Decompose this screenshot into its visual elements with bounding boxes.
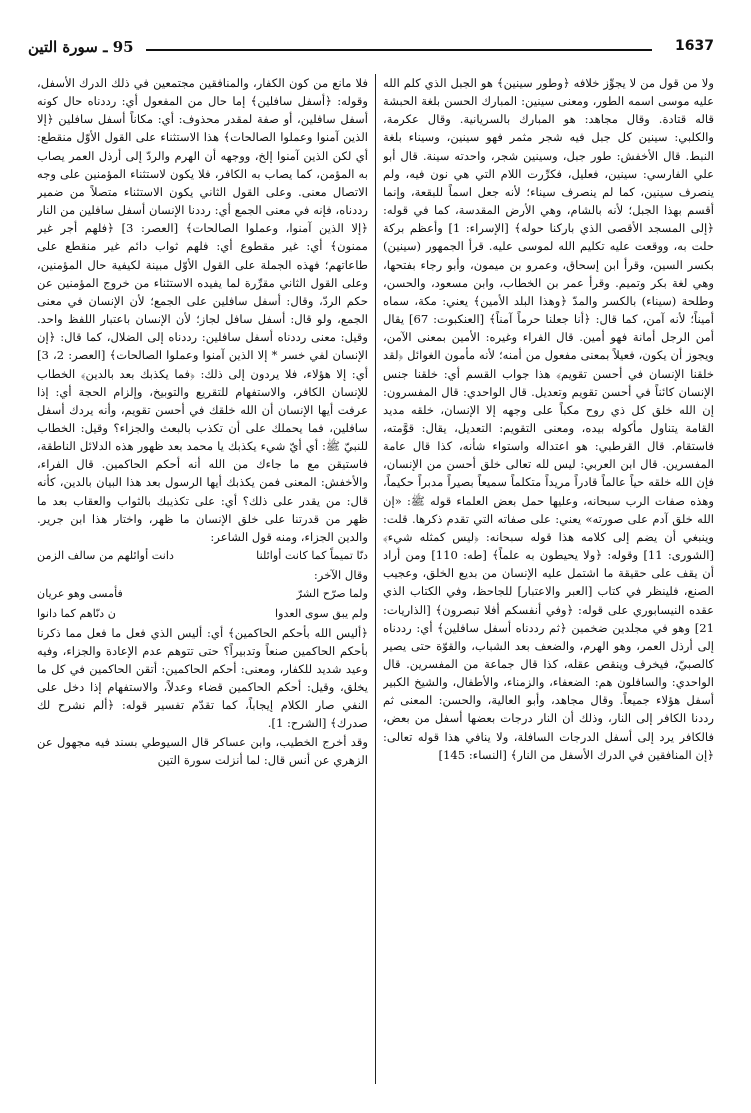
poem-line [37,605,368,623]
left-column-paragraph-final: وقد أخرج الخطيب، وابن عساكر قال السيوطي بسند فيه مجهول عن الزهري عن أنس قال: لما أنزلت سورة التين [37,734,368,767]
left-column-paragraph-bottom: ﴿أليس الله بأحكم الحاكمين﴾ أي: أليس الذي فعل ما فعل مما ذكرنا بأحكم الحاكمين صنعاً وتدبيراً؟ حتى تتوهم عدم الإعادة والجزاء، وفيه وعيد شديد للكفار، ومعنى: أحكم الحاكمين: أتقن الحاكمين في كل ما يخلق، وقيل: أحكم الحاكمين قضاء وعدلاً، والاستفهام إذا دخل على النفي صار الكلام إيجاباً، كما تقدّم تفسير قوله: ﴿ألم نشرح لك صدرك﴾ [الشرح: 1]. [37,625,368,731]
page-header [28,38,714,62]
right-column [383,74,714,1084]
poem-hemistich-left: فأمسى وهو عريان [37,587,123,601]
poem-line [37,585,368,603]
page-number: 1637 [675,38,714,54]
header-rule [146,49,652,51]
poem-hemistich-right: ولما صرّح الشرّ [296,587,368,601]
poem-hemistich-right: دنّا تميماً كما كانت أوائلنا [256,549,368,563]
column-divider [375,74,376,1084]
poem-hemistich-left: ن دنّاهم كما دانوا [37,606,117,620]
right-column-paragraph: ولا من قول من لا يجوِّز خلافه ﴿وطور سينين﴾ هو الجبل الذي كلم الله عليه موسى اسمه الطور، ومعنى سينين: المبارك الحسن بلغة الحبشة قاله قتادة. وقال مجاهد: هو المبارك بالسريانية. وقال عكرمة، والكلبي: سينين كل جبل فيه شجر مثمر فهو سينين، وسيناء بلغة النبط. قال الأخفش: طور جبل، وسينين شجر، واحدته سينة. قال أبو علي الفارسي: سينين، فعليل، فكرِّرت اللام التي هي نون فيه، ولم ينصرف سينين، كما لم ينصرف سيناء؛ لأنه جعل اسماً للبقعة، وإنما أقسم بهذا الجبل؛ لأنه بالشام، وهي الأرض المقدسة، كما في قوله: ﴿إلى المسجد الأقصى الذي باركنا حوله﴾ [الإسراء: 1] وأعظم بركة حلت به، ووقعت عليه تكليم الله لموسى عليه. قرأ الجمهور (سينين) بكسر السين، وقرأ ابن إسحاق، وعمرو بن ميمون، وأبو رجاء بفتحها، وهي لغة بكر وتميم. وقرأ عمر بن الخطاب، وابن مسعود، والحسن، وطلحة (سيناء) بالكسر والمدّ ﴿وهذا البلد الأمين﴾ يعني: مكة، سماه أميناً؛ لأنه آمن، كما قال: ﴿أنا جعلنا حرماً آمناً﴾ [العنكبوت: 67] يقال أمن الرجل أمانة فهو أمين. قال الفراء وغيره: الأمين بمعنى الآمن، ويجوز أن يكون، فعيلاً بمعنى مفعول من أمنه؛ لأنه مأمون الغوائل ﴿لقد خلقنا الإنسان في أحسن تقويم﴾ هذا جواب القسم أي: خلقنا جنس الإنسان كائناً في أحسن تقويم وتعديل. قال الواحدي: قال المفسرون: إن الله خلق كل ذي روح مكباً على وجهه إلا الإنسان، خلقه مديد القامة يتناول مأكوله بيده، ومعنى التقويم: التعديل، يقال: قوَّمته، فاستقام. قال القرطبي: هو اعتداله واستواء شأنه، كذا قال عامة المفسرين. قال ابن العربي: ليس لله تعالى خلق أحسن من الإنسان، فإن الله خلقه حياً عالماً قادراً مريداً متكلماً سميعاً بصيراً مدبراً حكيماً، وهذه صفات الرب سبحانه، وعليها حمل بعض العلماء قوله ﷺ: «إن الله خلق آدم على صورته» يعني: على صفاته التي تقدم ذكرها. قلت: وينبغي أن يضم إلى كلامه هذا قوله سبحانه: ﴿ليس كمثله شيء﴾ [الشورى: 11] وقوله: ﴿ولا يحيطون به علماً﴾ [طه: 110] ومن أراد أن يقف على حقيقة ما اشتمل عليه الإنسان من بديع الخلق، وعجيب الصنع، فلينظر في كتاب [العبر والاعتبار] للجاحظ، وفي الكتاب الذي عقده النيسابوري على قوله: ﴿وفي أنفسكم أفلا تبصرون﴾ [الذاريات: 21] وهو في مجلدين ضخمين ﴿ثم رددناه أسفل سافلين﴾ أي: رددناه إلى أرذل العمر، وهو الهرم، والضعف بعد الشباب، والقوّة حتى يصير كالصبيّ، فيخرف وينقص عقله، كذا قال جماعة من المفسرين. قال الواحدي: والسافلون هم: الضعفاء، والزمناء، والأطفال، والشيخ الكبير أسفل هؤلاء جميعاً. وقال مجاهد، وأبو العالية، والحسن: المعنى ثم رددنا الكافر إلى النار، وذلك أن النار درجات بعضها أسفل من بعض، فالكافر يرد إلى أسفل الدرجات السافلة، ولا ينافي هذا قوله تعالى: ﴿إن المنافقين في الدرك الأسفل من النار﴾ [النساء: 145] [383,76,714,762]
poem-hemistich-left: دانت أوائلهم من سالف الزمن [37,549,174,563]
poem-line [37,547,368,565]
poem-intro: وقال الآخر: [313,568,368,583]
surah-title: 95 ـ سورة التين [28,38,134,56]
poem-hemistich-right: ولم يبق سوى العدوا [275,606,368,620]
left-column-paragraph-top: فلا مانع من كون الكفار، والمنافقين مجتمعين في ذلك الدرك الأسفل، وقوله: ﴿أسفل سافلين﴾ إما حال من المفعول أي: رددناه حال كونه أسفل سافلين، أو صفة لمقدر محذوف: أي: مكاناً أسفل سافلين ﴿إلا الذين آمنوا وعملوا الصالحات﴾ هذا الاستثناء على القول الأوّل منقطع: أي لكن الذين آمنوا إلخ، ووجهه أن الهرم والردّ إلى أرذل العمر يصاب به المؤمن، كما يصاب به الكافر، فلا يكون لاستثناء المؤمنين على وجه الاتصال معنى. وعلى القول الثاني يكون الاستثناء متصلاً من ضمير رددناه، فإنه في معنى الجمع أي: رددنا الإنسان أسفل سافلين من النار ﴿إلا الذين آمنوا، وعملوا الصالحات﴾ [العصر: 3] ﴿فلهم أجر غير ممنون﴾ أي: غير مقطوع أي: فلهم ثواب دائم غير منقطع على طاعاتهم؛ فهذه الجملة على القول الأوّل مبينة لكيفية حال المؤمنين، وعلى القول الثاني مقرِّرة لما يفيده الاستثناء من خروج المؤمنين عن حكم الردّ، وقال: أسفل سافلين على الجمع؛ لأن الإنسان في معنى الجمع، ولو قال: أسفل سافل لجاز؛ لأن الإنسان باعتبار اللفظ واحد. وقيل: معنى رددناه أسفل سافلين: رددناه إلى الضلال، كما قال: ﴿إن الإنسان لفي خسر * إلا الذين آمنوا وعملوا الصالحات﴾ [العصر: 2، 3] أي: إلا هؤلاء، فلا يردون إلى ذلك: ﴿فما يكذبك بعد بالدين﴾ الخطاب للإنسان الكافر، والاستفهام للتقريع والتوبيخ، وإلزام الحجة أي: إذا عرفت أيها الإنسان أن الله خلقك في أحسن تقويم، وأنه يردك أسفل سافلين، فما يحملك على أن تكذب بالبعث والجزاء؟ وقيل: الخطاب للنبيّ ﷺ: أي أيّ شيء يكذبك يا محمد بعد ظهور هذه الدلائل الناطقة، فاستيقن مع ما جاءك من الله أنه أحكم الحاكمين. قال الفراء، والأخفش: المعنى فمن يكذبك أيها الرسول بعد هذا البيان بالدين، كأنه قال: من يقدر على ذلك؟ أي: على تكذيبك بالثواب والعقاب بعد ما ظهر من قدرتنا على خلق الإنسان ما ظهر، واختار هذا ابن جرير. والدين الجزاء، ومنه قول الشاعر: [37,76,368,544]
left-column [37,74,368,1084]
